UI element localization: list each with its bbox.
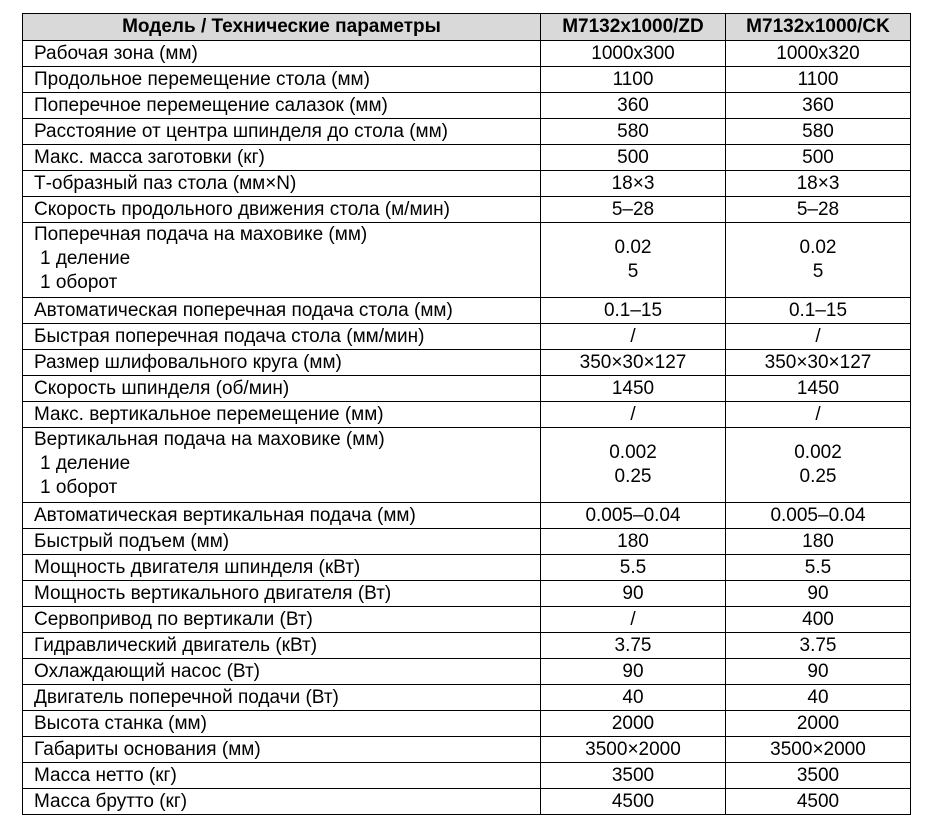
- table-row: [23, 67, 911, 93]
- value-cell-ck: 500: [726, 145, 911, 171]
- value-cell-zd: 90: [541, 659, 726, 685]
- table-row: [23, 197, 911, 223]
- value-cell-ck: 3.75: [726, 633, 911, 659]
- value-cell-zd: 90: [541, 581, 726, 607]
- header-param: Модель / Технические параметры: [23, 14, 541, 41]
- table-row: [23, 607, 911, 633]
- param-cell: Быстрая поперечная подача стола (мм/мин): [23, 324, 541, 350]
- value-division: 0.02: [614, 237, 652, 258]
- param-cell: Двигатель поперечной подачи (Вт): [23, 685, 541, 711]
- table-header-row: [23, 14, 911, 41]
- value-cell-ck: 180: [726, 529, 911, 555]
- table-row: [23, 376, 911, 402]
- value-cell-ck: [726, 428, 911, 503]
- value-cell-zd: 1450: [541, 376, 726, 402]
- table-row: [23, 145, 911, 171]
- value-cell-zd: [541, 428, 726, 503]
- value-division: 0.002: [609, 442, 657, 463]
- table-row: [23, 763, 911, 789]
- param-cell: Скорость продольного движения стола (м/мин): [23, 197, 541, 223]
- table-row: [23, 119, 911, 145]
- param-cell: [23, 223, 541, 298]
- table-row: [23, 503, 911, 529]
- value-cell-ck: 360: [726, 93, 911, 119]
- value-cell-zd: /: [541, 324, 726, 350]
- value-revolution: 5: [627, 261, 639, 282]
- value-cell-zd: 5.5: [541, 555, 726, 581]
- value-cell-zd: 1000x300: [541, 41, 726, 67]
- param-cell: Макс. масса заготовки (кг): [23, 145, 541, 171]
- table-row-multiline: [23, 428, 911, 503]
- param-cell: Охлаждающий насос (Вт): [23, 659, 541, 685]
- value-cell-zd: 40: [541, 685, 726, 711]
- value-cell-ck: 5–28: [726, 197, 911, 223]
- param-cell: Продольное перемещение стола (мм): [23, 67, 541, 93]
- value-revolution: 0.25: [799, 466, 837, 487]
- param-cell: Автоматическая вертикальная подача (мм): [23, 503, 541, 529]
- value-cell-ck: 4500: [726, 789, 911, 815]
- value-cell-ck: 18×3: [726, 171, 911, 197]
- value-cell-ck: 0.005–0.04: [726, 503, 911, 529]
- param-cell: Мощность двигателя шпинделя (кВт): [23, 555, 541, 581]
- param-cell: Поперечное перемещение салазок (мм): [23, 93, 541, 119]
- value-cell-zd: 360: [541, 93, 726, 119]
- value-cell-ck: 1100: [726, 67, 911, 93]
- table-row: [23, 711, 911, 737]
- value-cell-zd: /: [541, 607, 726, 633]
- value-cell-ck: 3500×2000: [726, 737, 911, 763]
- value-cell-zd: 18×3: [541, 171, 726, 197]
- param-sub-division: 1 деление: [40, 248, 131, 269]
- header-model-zd: M7132x1000/ZD: [541, 14, 726, 41]
- param-cell: Расстояние от центра шпинделя до стола (мм): [23, 119, 541, 145]
- value-revolution: 5: [812, 261, 824, 282]
- param-title: Поперечная подача на маховике (мм): [34, 224, 368, 245]
- param-sub-revolution: 1 оборот: [40, 477, 118, 498]
- param-cell: Размер шлифовального круга (мм): [23, 350, 541, 376]
- param-cell: Скорость шпинделя (об/мин): [23, 376, 541, 402]
- value-cell-zd: 500: [541, 145, 726, 171]
- table-row: [23, 555, 911, 581]
- value-cell-ck: 90: [726, 581, 911, 607]
- value-cell-ck: [726, 223, 911, 298]
- table-row: [23, 41, 911, 67]
- value-cell-zd: 3500: [541, 763, 726, 789]
- param-cell: Габариты основания (мм): [23, 737, 541, 763]
- value-cell-zd: 3.75: [541, 633, 726, 659]
- param-cell: Масса нетто (кг): [23, 763, 541, 789]
- param-cell: Т-образный паз стола (мм×N): [23, 171, 541, 197]
- table-row: [23, 633, 911, 659]
- value-cell-ck: 1000x320: [726, 41, 911, 67]
- table-row: [23, 350, 911, 376]
- param-cell: [23, 428, 541, 503]
- param-cell: Макс. вертикальное перемещение (мм): [23, 402, 541, 428]
- param-cell: Автоматическая поперечная подача стола (мм): [23, 298, 541, 324]
- value-cell-ck: /: [726, 402, 911, 428]
- value-cell-ck: /: [726, 324, 911, 350]
- value-cell-ck: 400: [726, 607, 911, 633]
- param-cell: Быстрый подъем (мм): [23, 529, 541, 555]
- table-row-multiline: [23, 223, 911, 298]
- table-row: [23, 171, 911, 197]
- value-cell-zd: 4500: [541, 789, 726, 815]
- table-row: [23, 298, 911, 324]
- header-model-ck: M7132x1000/CK: [726, 14, 911, 41]
- param-sub-division: 1 деление: [40, 453, 131, 474]
- param-cell: Рабочая зона (мм): [23, 41, 541, 67]
- spec-table: [22, 13, 911, 815]
- table-row: [23, 529, 911, 555]
- param-sub-revolution: 1 оборот: [40, 272, 118, 293]
- value-revolution: 0.25: [614, 466, 652, 487]
- table-row: [23, 685, 911, 711]
- table-row: [23, 789, 911, 815]
- value-cell-ck: 2000: [726, 711, 911, 737]
- spec-table-container: [22, 13, 910, 815]
- param-cell: Высота станка (мм): [23, 711, 541, 737]
- table-row: [23, 93, 911, 119]
- value-cell-zd: 2000: [541, 711, 726, 737]
- value-cell-ck: 1450: [726, 376, 911, 402]
- table-row: [23, 737, 911, 763]
- value-cell-zd: 180: [541, 529, 726, 555]
- value-cell-zd: 350×30×127: [541, 350, 726, 376]
- table-row: [23, 324, 911, 350]
- value-cell-ck: 350×30×127: [726, 350, 911, 376]
- table-row: [23, 402, 911, 428]
- value-cell-zd: 0.1–15: [541, 298, 726, 324]
- value-cell-ck: 0.1–15: [726, 298, 911, 324]
- value-cell-zd: 3500×2000: [541, 737, 726, 763]
- value-cell-zd: 580: [541, 119, 726, 145]
- table-row: [23, 581, 911, 607]
- value-cell-ck: 40: [726, 685, 911, 711]
- param-cell: Масса брутто (кг): [23, 789, 541, 815]
- value-cell-zd: [541, 223, 726, 298]
- value-cell-ck: 5.5: [726, 555, 911, 581]
- value-cell-ck: 90: [726, 659, 911, 685]
- value-division: 0.02: [799, 237, 837, 258]
- value-cell-ck: 3500: [726, 763, 911, 789]
- param-title: Вертикальная подача на маховике (мм): [34, 429, 385, 450]
- param-cell: Сервопривод по вертикали (Вт): [23, 607, 541, 633]
- param-cell: Мощность вертикального двигателя (Вт): [23, 581, 541, 607]
- param-cell: Гидравлический двигатель (кВт): [23, 633, 541, 659]
- value-cell-zd: 5–28: [541, 197, 726, 223]
- value-cell-zd: 0.005–0.04: [541, 503, 726, 529]
- value-cell-zd: 1100: [541, 67, 726, 93]
- value-division: 0.002: [794, 442, 842, 463]
- table-row: [23, 659, 911, 685]
- value-cell-ck: 580: [726, 119, 911, 145]
- value-cell-zd: /: [541, 402, 726, 428]
